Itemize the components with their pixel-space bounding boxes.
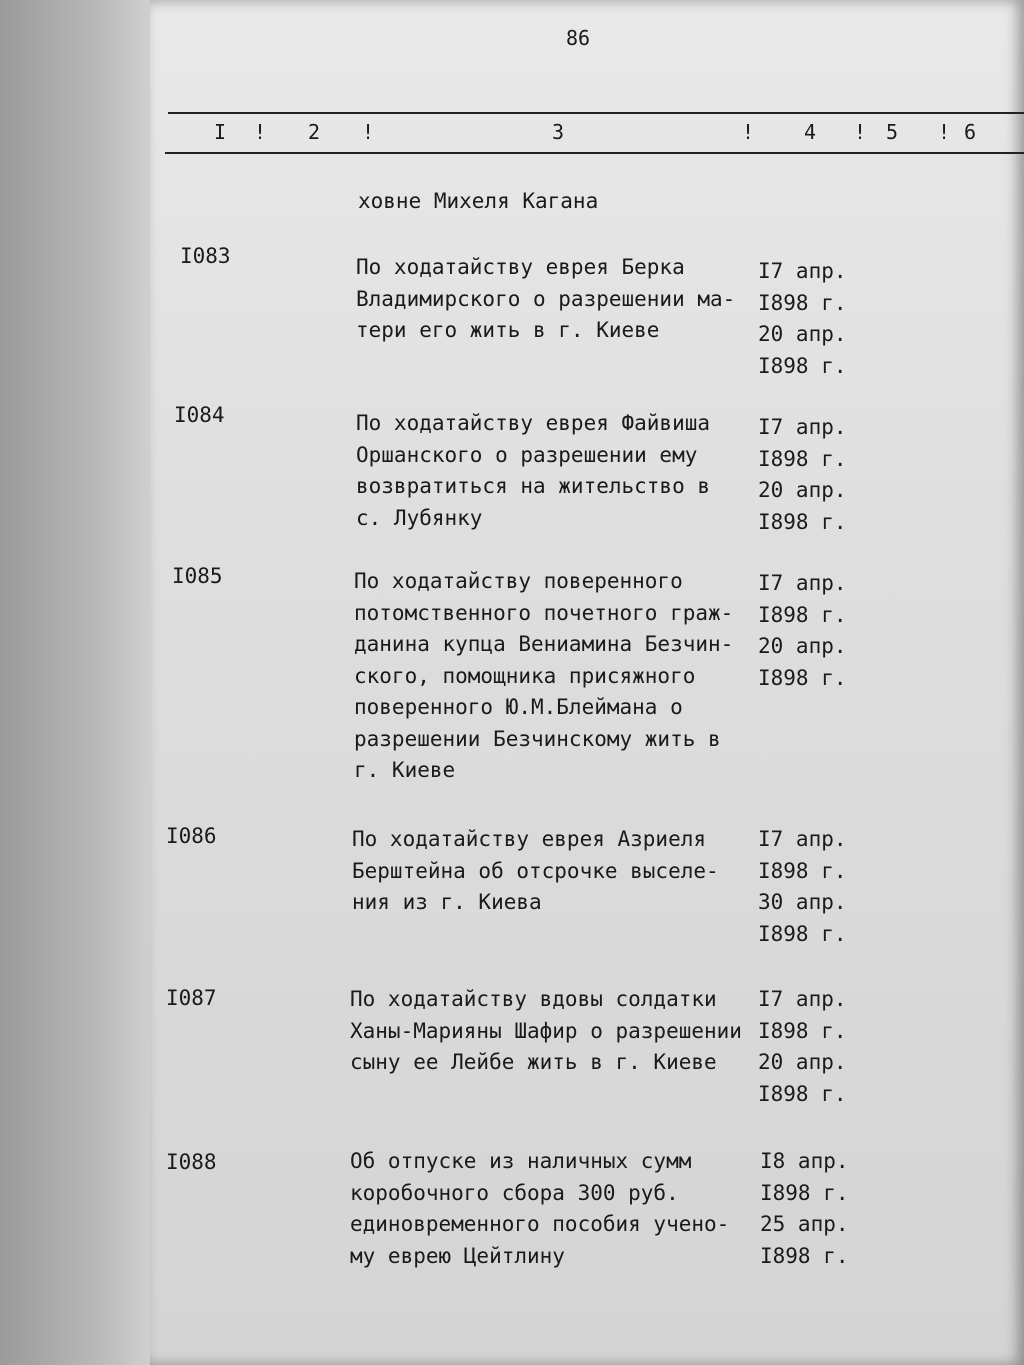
header-column-1: I [214, 120, 227, 144]
entry-description: По ходатайству поверенного потомственного почетного граж- данина купца Вениамина Безчин- ского, помощника присяжного поверенного Ю.М.Блеймана о разрешении Безчинскому жить в г. Киеве [354, 569, 734, 782]
table-header-bottom-rule [165, 152, 1024, 154]
entry-number: I085 [172, 564, 223, 588]
table-header-top-rule [168, 112, 1024, 114]
entry-dates: I7 апр. I898 г. 20 апр. I898 г. [758, 987, 847, 1106]
header-separator: ! [854, 120, 867, 144]
header-column-5: 5 [886, 120, 899, 144]
entry-dates: I7 апр. I898 г. 20 апр. I898 г. [758, 571, 847, 690]
entry-dates: I7 апр. I898 г. 20 апр. I898 г. [758, 259, 847, 378]
entry-description: По ходатайству вдовы солдатки Ханы-Марияны Шафир о разрешении сыну ее Лейбе жить в г. Киеве [350, 987, 742, 1074]
entry-number: I083 [180, 244, 231, 268]
header-separator: ! [938, 120, 951, 144]
entry-description: По ходатайству еврея Берка Владимирского о разрешении ма- тери его жить в г. Киеве [356, 255, 736, 342]
entry-description: По ходатайству еврея Файвиша Оршанского о разрешении ему возвратиться на жительство в с. Лубянку [356, 411, 711, 530]
header-separator: ! [362, 120, 375, 144]
header-column-4: 4 [804, 120, 817, 144]
header-column-6: 6 [964, 120, 977, 144]
entry-number: I087 [166, 986, 217, 1010]
header-column-2: 2 [308, 120, 321, 144]
continuation-text: ховне Михеля Кагана [358, 189, 599, 213]
entry-dates: I7 апр. I898 г. 30 апр. I898 г. [758, 827, 847, 946]
entry-number: I084 [174, 403, 225, 427]
adjacent-page [0, 0, 175, 1365]
entry-description: Об отпуске из наличных сумм коробочного сбора 300 руб. единовременного пособия учено- му еврею Цейтлину [350, 1149, 730, 1268]
header-column-3: 3 [552, 120, 565, 144]
page-number: 86 [566, 26, 591, 50]
header-separator: ! [254, 120, 267, 144]
header-separator: ! [742, 120, 755, 144]
entry-dates: I8 апр. I898 г. 25 апр. I898 г. [760, 1149, 849, 1268]
entry-description: По ходатайству еврея Азриеля Берштейна об отсрочке выселе- ния из г. Киева [352, 827, 719, 914]
entry-number: I088 [166, 1150, 217, 1174]
entry-number: I086 [166, 824, 217, 848]
entry-dates: I7 апр. I898 г. 20 апр. I898 г. [758, 415, 847, 534]
